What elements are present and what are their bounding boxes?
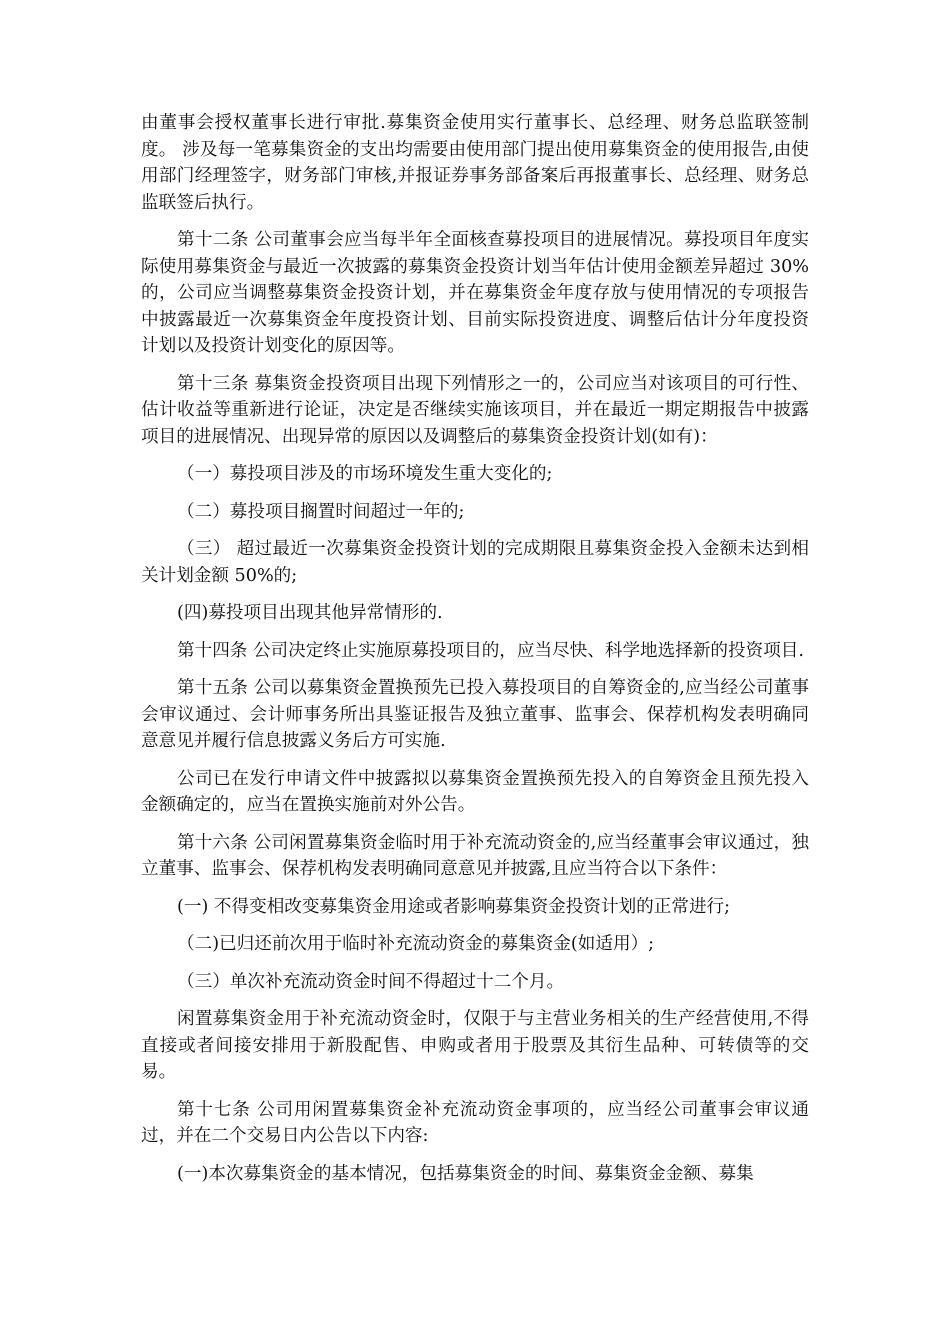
document-body xyxy=(141,110,809,1198)
paragraph-article-12: 第十二条 公司董事会应当每半年全面核查募投项目的进展情况。募投项目年度实际使用募集资金与最近一次披露的募集资金投资计划当年估计使用金额差异超过 30%的，公司应当调整募集资金投资计划，并在募集资金年度存放与使用情况的专项报告中披露最近一次募集资金年度投资计划、目前实际投资进度、调整后估计分年度投资计划以及投资计划变化的原因等。 xyxy=(141,230,809,356)
paragraph-approval-procedure: 由董事会授权董事长进行审批.募集资金使用实行董事长、总经理、财务总监联签制度。 涉及每一笔募集资金的支出均需要由使用部门提出使用募集资金的使用报告,由使用部门经理签字，财务部门审核,并报证券事务部备案后再报董事长、总经理、财务总监联签后执行。 xyxy=(141,113,809,213)
list-item-13-4: (四)募投项目出现其他异常情形的. xyxy=(177,603,443,623)
paragraph-article-16: 第十六条 公司闲置募集资金临时用于补充流动资金的,应当经董事会审议通过，独立董事、监事会、保荐机构发表明确同意意见并披露,且应当符合以下条件： xyxy=(141,832,809,879)
list-item-17-1: (一)本次募集资金的基本情况，包括募集资金的时间、募集资金金额、募集 xyxy=(177,1163,754,1184)
list-item-13-2: （二）募投项目搁置时间超过一年的; xyxy=(177,501,465,522)
list-item-13-1: （一）募投项目涉及的市场环境发生重大变化的; xyxy=(177,464,553,484)
paragraph-working-capital-limit: 闲置募集资金用于补充流动资金时，仅限于与主营业务相关的生产经营使用,不得直接或者间接安排用于新股配售、申购或者用于股票及其衍生品种、可转债等的交易。 xyxy=(141,1009,809,1082)
paragraph-article-15-disclosure: 公司已在发行申请文件中披露拟以募集资金置换预先投入的自筹资金且预先投入金额确定的，应当在置换实施前对外公告。 xyxy=(141,768,809,815)
list-item-16-2: （二)已归还前次用于临时补充流动资金的募集资金(如适用）; xyxy=(177,934,655,954)
paragraph-article-13: 第十三条 募集资金投资项目出现下列情形之一的，公司应当对该项目的可行性、估计收益等重新进行论证，决定是否继续实施该项目，并在最近一期定期报告中披露项目的进展情况、出现异常的原因以及调整后的募集资金投资计划(如有)： xyxy=(141,373,809,447)
paragraph-article-17: 第十七条 公司用闲置募集资金补充流动资金事项的，应当经公司董事会审议通过，并在二个交易日内公告以下内容: xyxy=(141,1099,809,1146)
paragraph-article-14: 第十四条 公司决定终止实施原募投项目的，应当尽快、科学地选择新的投资项目. xyxy=(177,640,804,661)
list-item-16-3: （三）单次补充流动资金时间不得超过十二个月。 xyxy=(177,971,565,992)
paragraph-article-15: 第十五条 公司以募集资金置换预先已投入募投项目的自筹资金的,应当经公司董事会审议通过、会计师事务所出具鉴证报告及独立董事、监事会、保荐机构发表明确同意意见并履行信息披露义务后方可实施. xyxy=(141,678,809,751)
list-item-16-1: (一) 不得变相改变募集资金用途或者影响募集资金投资计划的正常进行; xyxy=(177,896,731,917)
list-item-13-3: （三） 超过最近一次募集资金投资计划的完成期限且募集资金投入金额未达到相关计划金额 50%的; xyxy=(141,539,809,586)
